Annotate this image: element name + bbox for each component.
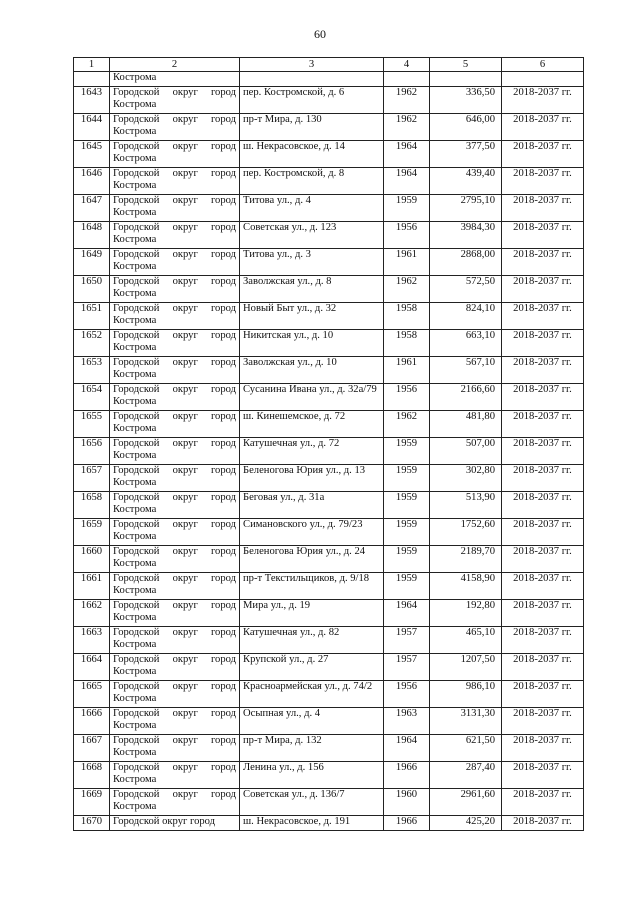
area-cell: 824,10 [430, 303, 502, 330]
row-number: 1657 [74, 465, 110, 492]
year-cell: 1956 [384, 681, 430, 708]
year-cell: 1958 [384, 330, 430, 357]
year-cell: 1956 [384, 384, 430, 411]
period-cell: 2018-2037 гг. [502, 249, 584, 276]
row-number: 1663 [74, 627, 110, 654]
area-cell: 567,10 [430, 357, 502, 384]
row-number: 1667 [74, 735, 110, 762]
table-row [74, 249, 584, 276]
period-cell: 2018-2037 гг. [502, 465, 584, 492]
year-cell: 1964 [384, 141, 430, 168]
address-cell: Никитская ул., д. 10 [240, 330, 384, 357]
address-cell: Ленина ул., д. 156 [240, 762, 384, 789]
year-cell: 1964 [384, 735, 430, 762]
area-cell: 192,80 [430, 600, 502, 627]
page-number: 60 [314, 27, 326, 41]
area-cell: 287,40 [430, 762, 502, 789]
period-cell: 2018-2037 гг. [502, 789, 584, 816]
municipality-cell: Городской округ город Кострома [110, 546, 240, 573]
year-cell: 1957 [384, 654, 430, 681]
table-row [74, 87, 584, 114]
row-number: 1647 [74, 195, 110, 222]
period-cell: 2018-2037 гг. [502, 708, 584, 735]
period-cell: 2018-2037 гг. [502, 519, 584, 546]
address-cell: Титова ул., д. 3 [240, 249, 384, 276]
period-cell: 2018-2037 гг. [502, 303, 584, 330]
year-cell: 1962 [384, 276, 430, 303]
table-row [74, 195, 584, 222]
period-cell: 2018-2037 гг. [502, 816, 584, 831]
table-row [74, 708, 584, 735]
period-cell: 2018-2037 гг. [502, 573, 584, 600]
period-cell: 2018-2037 гг. [502, 276, 584, 303]
table-row [74, 600, 584, 627]
continuation-row [74, 72, 584, 87]
table-row [74, 330, 584, 357]
area-cell: 507,00 [430, 438, 502, 465]
period-cell: 2018-2037 гг. [502, 654, 584, 681]
period-cell: 2018-2037 гг. [502, 330, 584, 357]
address-cell: пр-т Мира, д. 130 [240, 114, 384, 141]
period-cell: 2018-2037 гг. [502, 762, 584, 789]
year-cell: 1963 [384, 708, 430, 735]
address-cell: ш. Некрасовское, д. 191 [240, 816, 384, 831]
address-cell: Беленогова Юрия ул., д. 13 [240, 465, 384, 492]
area-cell: 1752,60 [430, 519, 502, 546]
year-cell: 1966 [384, 816, 430, 831]
period-cell: 2018-2037 гг. [502, 141, 584, 168]
year-cell: 1957 [384, 627, 430, 654]
municipality-cell: Городской округ город Кострома [110, 303, 240, 330]
municipality-cell: Городской округ город Кострома [110, 438, 240, 465]
municipality-cell: Городской округ город Кострома [110, 681, 240, 708]
table-row [74, 465, 584, 492]
municipality-cell: Городской округ город Кострома [110, 411, 240, 438]
period-cell: 2018-2037 гг. [502, 195, 584, 222]
row-number: 1669 [74, 789, 110, 816]
area-cell: 2189,70 [430, 546, 502, 573]
table-row [74, 654, 584, 681]
address-cell: Сусанина Ивана ул., д. 32а/79 [240, 384, 384, 411]
year-cell: 1961 [384, 249, 430, 276]
municipality-cell: Городской округ город Кострома [110, 600, 240, 627]
table-row [74, 168, 584, 195]
municipality-cell: Городской округ город Кострома [110, 114, 240, 141]
row-number: 1666 [74, 708, 110, 735]
year-cell: 1959 [384, 546, 430, 573]
municipality-cell: Городской округ город Кострома [110, 465, 240, 492]
area-cell: 481,80 [430, 411, 502, 438]
table-row [74, 627, 584, 654]
table-row [74, 411, 584, 438]
year-cell: 1966 [384, 762, 430, 789]
table-row [74, 816, 584, 831]
row-number: 1658 [74, 492, 110, 519]
column-header: 4 [384, 58, 430, 72]
year-cell: 1958 [384, 303, 430, 330]
period-cell: 2018-2037 гг. [502, 492, 584, 519]
address-cell: ш. Некрасовское, д. 14 [240, 141, 384, 168]
table-row [74, 573, 584, 600]
address-cell: Беговая ул., д. 31а [240, 492, 384, 519]
area-cell: 425,20 [430, 816, 502, 831]
area-cell: 3131,30 [430, 708, 502, 735]
table-row [74, 762, 584, 789]
table-row [74, 492, 584, 519]
year-cell: 1962 [384, 411, 430, 438]
year-cell: 1959 [384, 465, 430, 492]
year-cell: 1962 [384, 87, 430, 114]
row-number: 1653 [74, 357, 110, 384]
year-cell: 1964 [384, 168, 430, 195]
column-number-row [74, 58, 584, 72]
period-cell: 2018-2037 гг. [502, 438, 584, 465]
row-number: 1659 [74, 519, 110, 546]
address-cell: Заволжская ул., д. 8 [240, 276, 384, 303]
municipality-cell: Городской округ город Кострома [110, 573, 240, 600]
address-cell: Осыпная ул., д. 4 [240, 708, 384, 735]
address-cell: Советская ул., д. 123 [240, 222, 384, 249]
area-cell: 4158,90 [430, 573, 502, 600]
row-number: 1656 [74, 438, 110, 465]
table-row [74, 276, 584, 303]
row-number: 1648 [74, 222, 110, 249]
address-cell: пр-т Мира, д. 132 [240, 735, 384, 762]
column-header: 5 [430, 58, 502, 72]
row-number: 1665 [74, 681, 110, 708]
table-row [74, 438, 584, 465]
table-row [74, 141, 584, 168]
row-number: 1664 [74, 654, 110, 681]
address-cell: Катушечная ул., д. 72 [240, 438, 384, 465]
row-number: 1670 [74, 816, 110, 831]
area-cell: 646,00 [430, 114, 502, 141]
row-number: 1649 [74, 249, 110, 276]
year-cell: 1956 [384, 222, 430, 249]
column-header: 3 [240, 58, 384, 72]
table-row [74, 222, 584, 249]
municipality-cell: Городской округ город Кострома [110, 789, 240, 816]
table-row [74, 384, 584, 411]
year-cell: 1959 [384, 519, 430, 546]
address-cell: пер. Костромской, д. 8 [240, 168, 384, 195]
municipality-cell: Городской округ город Кострома [110, 276, 240, 303]
period-cell: 2018-2037 гг. [502, 411, 584, 438]
address-cell: Титова ул., д. 4 [240, 195, 384, 222]
period-cell: 2018-2037 гг. [502, 735, 584, 762]
area-cell: 465,10 [430, 627, 502, 654]
row-number: 1668 [74, 762, 110, 789]
municipality-cell: Городской округ город Кострома [110, 249, 240, 276]
municipality-cell: Городской округ город Кострома [110, 519, 240, 546]
area-cell: 986,10 [430, 681, 502, 708]
area-cell: 663,10 [430, 330, 502, 357]
address-cell: Красноармейская ул., д. 74/2 [240, 681, 384, 708]
period-cell: 2018-2037 гг. [502, 222, 584, 249]
area-cell: 336,50 [430, 87, 502, 114]
municipality-cell: Городской округ город Кострома [110, 627, 240, 654]
period-cell: 2018-2037 гг. [502, 87, 584, 114]
area-cell: 302,80 [430, 465, 502, 492]
municipality-cell: Городской округ город Кострома [110, 330, 240, 357]
year-cell: 1959 [384, 573, 430, 600]
period-cell: 2018-2037 гг. [502, 114, 584, 141]
row-number: 1645 [74, 141, 110, 168]
area-cell: 2961,60 [430, 789, 502, 816]
housing-register-table [73, 57, 584, 831]
municipality-cell: Городской округ город Кострома [110, 222, 240, 249]
row-number: 1655 [74, 411, 110, 438]
row-number: 1650 [74, 276, 110, 303]
row-number: 1643 [74, 87, 110, 114]
year-cell: 1964 [384, 600, 430, 627]
area-cell: 439,40 [430, 168, 502, 195]
area-cell: 2166,60 [430, 384, 502, 411]
period-cell: 2018-2037 гг. [502, 357, 584, 384]
row-number: 1662 [74, 600, 110, 627]
period-cell: 2018-2037 гг. [502, 600, 584, 627]
continuation-text: Кострома [110, 72, 240, 87]
municipality-cell: Городской округ город Кострома [110, 654, 240, 681]
municipality-cell: Городской округ город Кострома [110, 168, 240, 195]
column-header: 2 [110, 58, 240, 72]
row-number: 1654 [74, 384, 110, 411]
row-number: 1660 [74, 546, 110, 573]
municipality-cell: Городской округ город Кострома [110, 195, 240, 222]
municipality-cell: Городской округ город Кострома [110, 87, 240, 114]
table-row [74, 789, 584, 816]
area-cell: 1207,50 [430, 654, 502, 681]
year-cell: 1962 [384, 114, 430, 141]
municipality-cell: Городской округ город Кострома [110, 141, 240, 168]
address-cell: Мира ул., д. 19 [240, 600, 384, 627]
municipality-cell: Городской округ город [110, 816, 240, 831]
period-cell: 2018-2037 гг. [502, 627, 584, 654]
municipality-cell: Городской округ город Кострома [110, 708, 240, 735]
table-row [74, 681, 584, 708]
address-cell: Заволжская ул., д. 10 [240, 357, 384, 384]
table-row [74, 303, 584, 330]
address-cell: Крупской ул., д. 27 [240, 654, 384, 681]
address-cell: Советская ул., д. 136/7 [240, 789, 384, 816]
column-header: 6 [502, 58, 584, 72]
area-cell: 3984,30 [430, 222, 502, 249]
area-cell: 2868,00 [430, 249, 502, 276]
period-cell: 2018-2037 гг. [502, 546, 584, 573]
table-row [74, 357, 584, 384]
year-cell: 1960 [384, 789, 430, 816]
address-cell: Симановского ул., д. 79/23 [240, 519, 384, 546]
municipality-cell: Городской округ город Кострома [110, 357, 240, 384]
municipality-cell: Городской округ город Кострома [110, 492, 240, 519]
row-number: 1644 [74, 114, 110, 141]
row-number: 1661 [74, 573, 110, 600]
area-cell: 621,50 [430, 735, 502, 762]
year-cell: 1959 [384, 438, 430, 465]
row-number: 1651 [74, 303, 110, 330]
year-cell: 1961 [384, 357, 430, 384]
municipality-cell: Городской округ город Кострома [110, 735, 240, 762]
address-cell: Катушечная ул., д. 82 [240, 627, 384, 654]
table-row [74, 519, 584, 546]
table-row [74, 114, 584, 141]
area-cell: 2795,10 [430, 195, 502, 222]
area-cell: 513,90 [430, 492, 502, 519]
address-cell: пер. Костромской, д. 6 [240, 87, 384, 114]
table-row [74, 735, 584, 762]
period-cell: 2018-2037 гг. [502, 168, 584, 195]
year-cell: 1959 [384, 492, 430, 519]
row-number: 1652 [74, 330, 110, 357]
address-cell: Беленогова Юрия ул., д. 24 [240, 546, 384, 573]
year-cell: 1959 [384, 195, 430, 222]
table-row [74, 546, 584, 573]
area-cell: 377,50 [430, 141, 502, 168]
row-number: 1646 [74, 168, 110, 195]
municipality-cell: Городской округ город Кострома [110, 762, 240, 789]
municipality-cell: Городской округ город Кострома [110, 384, 240, 411]
address-cell: ш. Кинешемское, д. 72 [240, 411, 384, 438]
period-cell: 2018-2037 гг. [502, 384, 584, 411]
column-header: 1 [74, 58, 110, 72]
period-cell: 2018-2037 гг. [502, 681, 584, 708]
address-cell: Новый Быт ул., д. 32 [240, 303, 384, 330]
area-cell: 572,50 [430, 276, 502, 303]
address-cell: пр-т Текстильщиков, д. 9/18 [240, 573, 384, 600]
